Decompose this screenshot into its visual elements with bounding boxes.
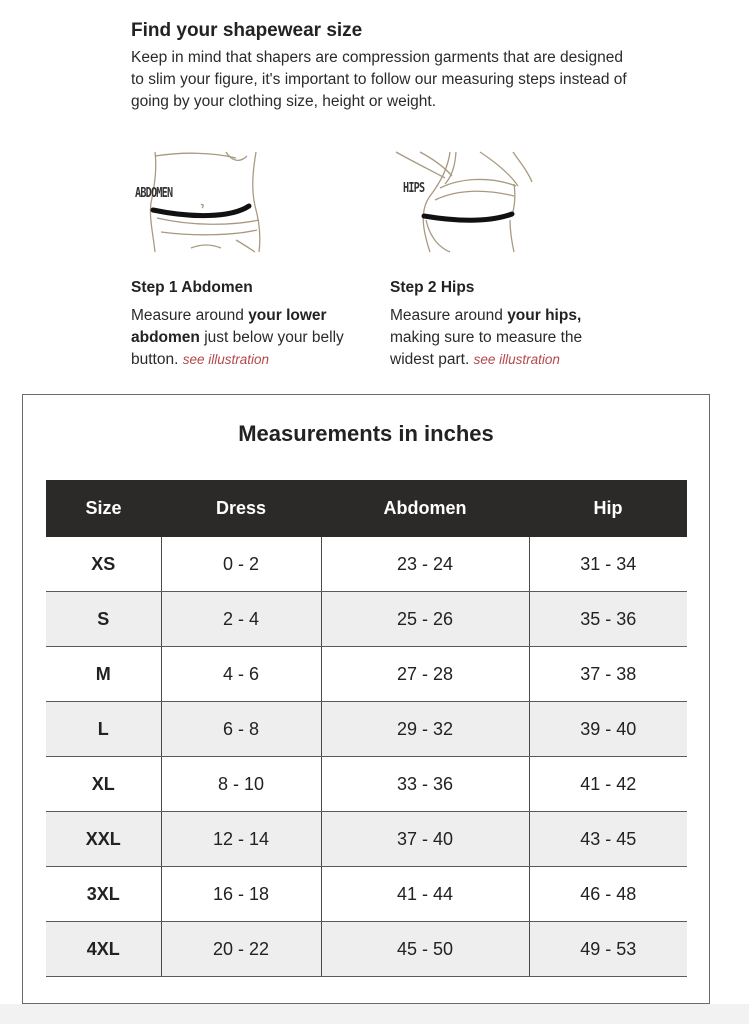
cell-size: XXL: [46, 812, 161, 867]
cell-dress: 16 - 18: [161, 867, 321, 922]
step-title: Step 2 Hips: [390, 279, 475, 296]
see-illustration-link[interactable]: see illustration: [182, 352, 270, 367]
step-abdomen: [131, 277, 371, 371]
cell-abdomen: 37 - 40: [321, 812, 529, 867]
cell-dress: 6 - 8: [161, 702, 321, 757]
step-hips: [390, 277, 630, 371]
cell-dress: 2 - 4: [161, 592, 321, 647]
table-row: [46, 867, 687, 922]
cell-hip: 31 - 34: [529, 537, 687, 592]
cell-hip: 41 - 42: [529, 757, 687, 812]
hips-label: HIPS: [403, 181, 425, 196]
abdomen-label: ABDOMEN: [135, 186, 173, 201]
cell-hip: 37 - 38: [529, 647, 687, 702]
cell-dress: 0 - 2: [161, 537, 321, 592]
hips-illustration: [390, 148, 540, 256]
step-text: making sure to measure the widest part.: [390, 329, 583, 368]
cell-hip: 35 - 36: [529, 592, 687, 647]
table-row: [46, 647, 687, 702]
cell-size: 3XL: [46, 867, 161, 922]
intro-text: Keep in mind that shapers are compression garments that are designed to slim your figure, it's important to follow our measuring steps instead of going by your clothing size, height or weight.: [131, 49, 627, 110]
cell-abdomen: 27 - 28: [321, 647, 529, 702]
page-title: Find your shapewear size: [131, 20, 363, 41]
cell-size: XS: [46, 537, 161, 592]
abdomen-illustration: [131, 148, 271, 256]
step-text: just below your belly button.: [131, 329, 344, 368]
cell-size: M: [46, 647, 161, 702]
cell-abdomen: 45 - 50: [321, 922, 529, 977]
step-emphasis: your lower abdomen: [131, 307, 327, 346]
step-description: [390, 305, 630, 371]
cell-abdomen: 23 - 24: [321, 537, 529, 592]
abdomen-figure-icon: [131, 148, 271, 256]
cell-size: S: [46, 592, 161, 647]
cell-abdomen: 41 - 44: [321, 867, 529, 922]
cell-size: L: [46, 702, 161, 757]
table-row: [46, 922, 687, 977]
table-header-row: [46, 480, 687, 537]
table-row: [46, 537, 687, 592]
step-title: Step 1 Abdomen: [131, 279, 253, 296]
cell-hip: 39 - 40: [529, 702, 687, 757]
cell-abdomen: 33 - 36: [321, 757, 529, 812]
step-emphasis: your hips,: [507, 307, 582, 324]
cell-dress: 20 - 22: [161, 922, 321, 977]
intro-section: [131, 18, 631, 113]
cell-abdomen: 29 - 32: [321, 702, 529, 757]
page-bottom-background: [0, 1004, 749, 1024]
table-row: [46, 592, 687, 647]
step-text: Measure around: [390, 307, 508, 324]
hips-figure-icon: [390, 148, 540, 256]
table-row: [46, 757, 687, 812]
cell-size: XL: [46, 757, 161, 812]
cell-abdomen: 25 - 26: [321, 592, 529, 647]
cell-dress: 12 - 14: [161, 812, 321, 867]
header-abdomen: Abdomen: [321, 480, 529, 537]
table-row: [46, 812, 687, 867]
cell-size: 4XL: [46, 922, 161, 977]
header-hip: Hip: [529, 480, 687, 537]
table-row: [46, 702, 687, 757]
step-text: Measure around: [131, 307, 249, 324]
cell-hip: 46 - 48: [529, 867, 687, 922]
cell-hip: 49 - 53: [529, 922, 687, 977]
cell-dress: 8 - 10: [161, 757, 321, 812]
cell-hip: 43 - 45: [529, 812, 687, 867]
step-description: [131, 305, 371, 371]
measurements-panel: [22, 394, 710, 1004]
cell-dress: 4 - 6: [161, 647, 321, 702]
see-illustration-link[interactable]: see illustration: [473, 352, 560, 367]
measurements-title: Measurements in inches: [238, 421, 494, 446]
size-chart-table: [46, 480, 687, 977]
header-size: Size: [46, 480, 161, 537]
header-dress: Dress: [161, 480, 321, 537]
